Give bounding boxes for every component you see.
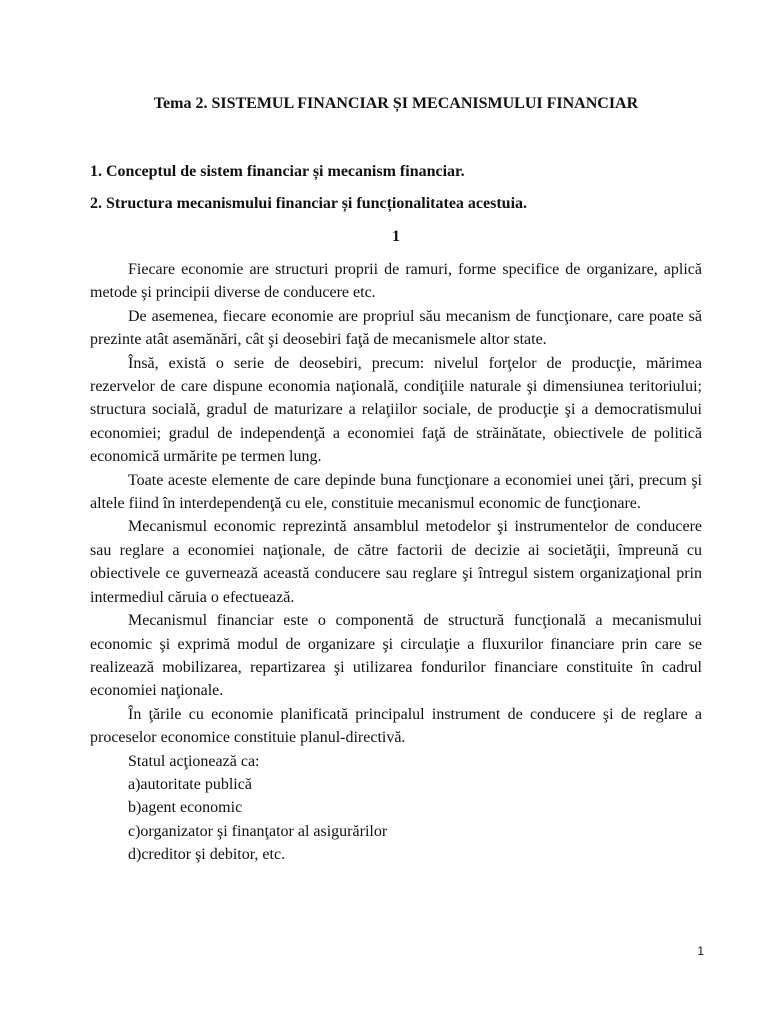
paragraph: De asemenea, fiecare economie are propriul său mecanism de funcţionare, care poate să prezinte atât asemănări, cât şi deosebiri faţă de mecanismele altor state. xyxy=(90,307,702,349)
document-title: Tema 2. SISTEMUL FINANCIAR ȘI MECANISMULUI FINANCIAR xyxy=(153,95,639,112)
toc-item-1: 1. Conceptul de sistem financiar și mecanism financiar. xyxy=(90,163,465,180)
document-body xyxy=(90,258,702,867)
list-intro: Statul acţionează ca: xyxy=(128,752,260,770)
paragraph: Mecanismul financiar este o componentă de structură funcţională a mecanismului economic şi exprimă modul de organizare şi circulaţie a fluxurilor financiare prin care se realizează mobilizarea, repartizarea şi utilizarea fondurilor financiare constituite în cadrul economiei naţionale. xyxy=(90,612,702,700)
list-item: b)agent economic xyxy=(128,799,243,817)
paragraph: Fiecare economie are structuri proprii de ramuri, forme specifice de organizare, aplică metode şi principii diverse de conducere etc. xyxy=(90,261,702,302)
paragraph: În ţările cu economie planificată principalul instrument de conducere şi de reglare a proceselor economice constituie planul-directivă. xyxy=(90,705,702,747)
section-number: 1 xyxy=(392,228,400,245)
paragraph: Toate aceste elemente de care depinde buna funcţionare a economiei unei ţări, precum şi altele fiind în interdependenţă cu ele, constituie mecanismul economic de funcţionare. xyxy=(90,471,702,513)
page-number: 1 xyxy=(697,944,704,958)
list-item: c)organizator şi finanţator al asigurărilor xyxy=(128,822,388,840)
paragraph: Mecanismul economic reprezintă ansamblul metodelor şi instrumentelor de conducere sau reglare a economiei naţionale, de către factorii de decizie ai societăţii, împreună cu obiectivele ce guvernează această conducere sau reglare şi întregul sistem organizaţional prin intermediul căruia o efectuează. xyxy=(90,518,702,606)
paragraph: Însă, există o serie de deosebiri, precum: nivelul forţelor de producţie, mărimea rezervelor de care dispune economia naţională, condiţiile naturale şi dimensiunea teritoriului; structura socială, gradul de maturizare a relaţiilor sociale, de producţie şi a democratismului economiei; gradul de independenţă a economiei faţă de străinătate, obiectivele de politică economică urmărite pe termen lung. xyxy=(90,354,702,466)
list-item: d)creditor şi debitor, etc. xyxy=(128,846,286,864)
toc-item-2: 2. Structura mecanismului financiar și funcționalitatea acestuia. xyxy=(90,195,528,212)
list-item: a)autoritate publică xyxy=(128,775,252,793)
